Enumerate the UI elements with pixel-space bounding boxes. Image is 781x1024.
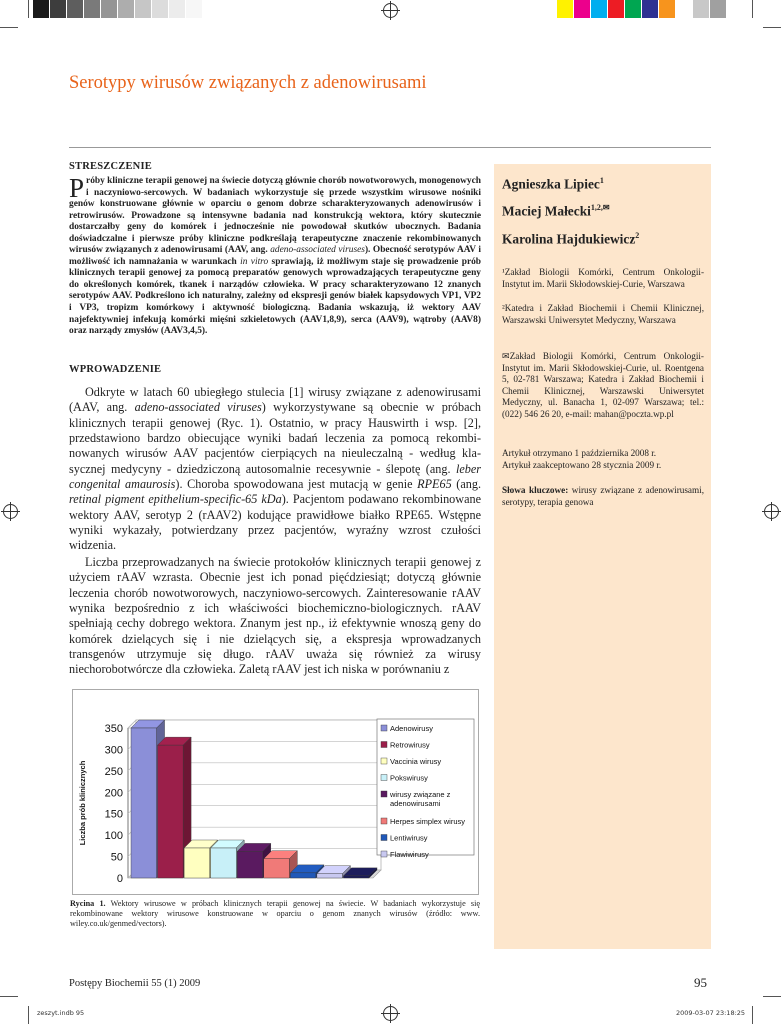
legend-swatch xyxy=(381,851,387,857)
affiliation-1: ¹Zakład Biologii Komórki, Centrum Onkologii-Instytut im. Marii Skłodowskiej-Curie, Warszawa xyxy=(502,267,704,289)
color-swatch xyxy=(693,0,709,18)
bar xyxy=(131,728,157,878)
abstract-italic: in vitro xyxy=(240,256,269,267)
legend-label: Lentiwirusy xyxy=(390,833,428,843)
y-axis-label: Liczba prób klinicznych xyxy=(78,760,87,846)
text-run: Odkryte w latach 60 ubiegłego stulecia [1] wirusy związane z adenowirusami (AAV, ang. xyxy=(69,385,481,415)
author-sup: 2 xyxy=(635,231,640,240)
legend-label: wirusy związane z xyxy=(390,790,451,799)
bar xyxy=(264,859,290,878)
figure-frame xyxy=(72,689,479,895)
intro-body-2 xyxy=(69,555,481,678)
color-swatch xyxy=(710,0,726,18)
color-swatch xyxy=(152,0,168,18)
author-sidebar xyxy=(494,164,711,949)
legend-label: Vaccinia wirusy xyxy=(390,757,442,766)
keywords-text: wirusy związane z adenowirusami, serotypy, terapia genowa xyxy=(502,485,705,507)
color-swatch xyxy=(67,0,83,18)
legend-label: Adenowirusy xyxy=(390,724,433,733)
author-2 xyxy=(502,203,610,219)
abstract-text xyxy=(69,173,482,338)
bar xyxy=(184,848,210,878)
author-name: Karolina Hajdukiewicz xyxy=(502,231,636,247)
legend-swatch xyxy=(381,775,387,781)
legend-swatch xyxy=(381,791,387,797)
y-tick-label: 250 xyxy=(104,765,123,778)
y-tick-label: 100 xyxy=(104,830,123,843)
abstract-part: ). Obecność serotypów AAV i możliwość ich namnażania w warunkach xyxy=(69,245,482,267)
text-run: ). Pacjentom podawano rekombinowane wektory AAV, serotyp 2 (rAAV2) kodujące prawidłowe białko RPE65. Wstępne wyniki wykazały, potwierdzany przez pacjentów, wyraźny wzrost czułości widzenia. xyxy=(69,492,481,553)
legend-swatch xyxy=(381,758,387,764)
crop-mark xyxy=(28,1006,29,1024)
keywords xyxy=(502,485,704,508)
color-swatch xyxy=(557,0,573,18)
color-swatch xyxy=(84,0,100,18)
y-tick-label: 50 xyxy=(110,851,123,864)
author-name: Agnieszka Lipiec xyxy=(502,176,600,192)
crop-mark xyxy=(763,996,781,997)
color-swatch xyxy=(169,0,185,18)
page-number: 95 xyxy=(694,975,707,990)
abstract-heading: STRESZCZENIE xyxy=(69,161,152,172)
legend-label: Pokswirusy xyxy=(390,773,428,783)
author-1 xyxy=(502,176,604,192)
color-swatch xyxy=(659,0,675,18)
crop-mark xyxy=(28,0,29,18)
drop-cap: P xyxy=(69,173,85,203)
legend-label: Retrowirusy xyxy=(390,740,430,750)
correspondence-address: ✉Zakład Biologii Komórki, Centrum Onkologii-Instytut im. Marii Skłodowskiej-Curie, ul. Roentgena 5, 02-781 Warszawa; Katedra i Zakład Biochemii i Chemii Klinicznej, Warszawski Uniwersytet Medyczny, ul. Banacha 1, 02-097 Warszawa; tel.: (022) 546 26 20, e-mail: mahan@poczta.wp.pl xyxy=(502,351,704,419)
author-sup: 1,2,✉ xyxy=(590,203,610,212)
caption-label: Rycina 1. xyxy=(70,899,106,908)
color-swatch xyxy=(101,0,117,18)
registration-mark-bottom xyxy=(383,1006,398,1021)
legend-swatch xyxy=(381,835,387,841)
italic-run: leber congenital amaurosis xyxy=(69,461,481,492)
received-date: Artykuł otrzymano 1 października 2008 r. xyxy=(502,448,657,458)
grayscale-calibration-bar xyxy=(33,0,220,18)
intro-body xyxy=(69,385,481,554)
italic-run: RPE65 xyxy=(417,477,452,492)
affiliation-2: ²Katedra i Zakład Biochemii i Chemii Klinicznej, Warszawski Uniwersytet Medyczny, Warszawa xyxy=(502,303,704,325)
article-title: Serotypy wirusów związanych z adenowirusami xyxy=(69,73,427,93)
legend-swatch xyxy=(381,725,387,731)
y-tick-label: 200 xyxy=(104,787,123,800)
keywords-label: Słowa kluczowe: xyxy=(502,485,569,495)
bar xyxy=(290,873,316,878)
bar xyxy=(343,876,369,878)
author-3 xyxy=(502,231,639,247)
bar-chart xyxy=(73,690,478,894)
title-divider xyxy=(69,147,711,148)
color-swatch xyxy=(676,0,692,18)
registration-mark-left xyxy=(3,504,18,519)
color-swatch xyxy=(203,0,219,18)
caption-text: Wektory wirusowe w próbach klinicznych terapii genowej na świecie. W badaniach wykorzystuje się rekombinowane wektory wirusowe konstruowane w oparciu o genom znanych wirusów (źródło: www. wiley.co.uk/genmed/vectors). xyxy=(70,899,480,929)
y-tick-label: 150 xyxy=(104,808,123,821)
crop-mark xyxy=(0,996,18,997)
journal-footer: Postępy Biochemii 55 (1) 2009 xyxy=(69,978,201,989)
legend-swatch xyxy=(381,742,387,748)
color-swatch xyxy=(50,0,66,18)
bar xyxy=(237,851,263,878)
bar xyxy=(317,874,343,878)
legend-label: Flawiwirusy xyxy=(390,850,429,859)
crop-mark xyxy=(763,27,781,28)
intro-heading: WPROWADZENIE xyxy=(69,364,162,375)
legend-label: adenowirusami xyxy=(390,799,441,808)
abstract-italic: adeno-associated viruses xyxy=(270,245,365,256)
y-tick-label: 350 xyxy=(104,723,123,735)
text-run: (ang. xyxy=(451,477,481,492)
bar xyxy=(211,848,237,878)
color-swatch xyxy=(118,0,134,18)
registration-mark-top xyxy=(383,3,398,18)
intro-paragraph-2: Liczba przeprowadzanych na świecie protokołów klinicznych terapii genowej z użyciem rAAV wzrasta. Obecnie jest ich ponad pięćdziesiąt; dotyczą głównie leczenia chorób nowotworowych, naczyniowo-sercowych. Zainteresowanie rAAV wynika bezpośrednio z ich właściwości biochemiczno-biologicznych. rAAV spełniają cechy dobrego wektora. Znanym jest np., iż efektywnie wnoszą geny do komórek dzielących się i nie dzielących się, a ekspresja wprowadzanych transgenów utrzymuje się długo. rAAV uważa się również za wirusy niechorobotwórcze dla człowieka. Zaletą rAAV jest ich niska w porównaniu z xyxy=(69,555,481,677)
italic-run: adeno-associated viruses xyxy=(134,400,262,415)
color-swatch xyxy=(642,0,658,18)
abstract-part: sprawiają, iż możliwym staje się prowadzenie prób klinicznych terapii genowej za pomocą preparatów genowych wprowadzających terapeutyczne geny do określonych komórek, tkanek i narządów człowieka. W pracy scharakteryzowano 12 znanych serotypów AAV. Podkreślono ich naturalny, zależny od ekspresji genów białek kapsydowych VP1, VP2 i VP3, tropizm komórkowy i aktywność biologiczną. Badania wskazują, iż wektory AAV najefektywniej infekują komórki mięśni szkieletowych (AAV1,8,9), serca (AAV9), wątroby (AAV8) oraz narządy zmysłów (AAV3,4,5). xyxy=(69,256,482,337)
bar xyxy=(158,745,184,878)
registration-mark-right xyxy=(764,504,779,519)
text-run: ). Choroba spowodowana jest mutacją w genie xyxy=(175,477,418,492)
color-swatch xyxy=(33,0,49,18)
crop-mark xyxy=(0,27,18,28)
color-swatch xyxy=(608,0,624,18)
color-calibration-bar xyxy=(557,0,727,18)
color-swatch xyxy=(135,0,151,18)
color-swatch xyxy=(591,0,607,18)
legend-label: Herpes simplex wirusy xyxy=(390,817,466,826)
y-tick-label: 0 xyxy=(116,873,123,885)
author-name: Maciej Małecki xyxy=(502,203,591,219)
color-swatch xyxy=(574,0,590,18)
text-run: ) wykorzystywane są obecnie w próbach klinicznych terapii genowej (Ryc. 1). Ostatnio, w pracy Hauswirth i wsp. [2], przedstawiono bardzo obiecujące wyniki badań leczenia za pomocą rekombinowanych wirusów AAV pacjentów cierpiących na nieuleczalną - według klasycznej medycyny - dziedziczoną autosomalnie recesywnie - ślepotę (ang. xyxy=(69,400,481,476)
author-sup: 1 xyxy=(599,176,604,185)
color-swatch xyxy=(186,0,202,18)
abstract-part: róby kliniczne terapii genowej na świecie dotyczą głównie chorób nowotworowych, monogenowych i naczyniowo-sercowych. W badaniach wykorzystuje się przede wszystkim wirusowe nośniki genów konstruowane głównie w oparciu o genom dobrze scharakteryzowanych adenowirusów i retrowirusów. Prowadzone są intensywne badania nad konstrukcją wektora, który skutecznie dostarczałby geny do komórek i jednocześnie nie powodował skutków ubocznych. Badania doświadczalne i pierwsze próby kliniczne podkreślają terapeutyczne znaczenie rekombinowanych wirusów związanych z adenowirusami (AAV, ang. xyxy=(69,176,481,256)
accepted-date: Artykuł zaakceptowano 28 stycznia 2009 r. xyxy=(502,460,662,470)
crop-mark xyxy=(752,1006,753,1024)
italic-run: retinal pigment epithelium-specific-65 kDa xyxy=(69,492,282,507)
slug-right: 2009-03-07 23:18:25 xyxy=(676,1009,746,1017)
intro-paragraph-1 xyxy=(69,385,481,554)
crop-mark xyxy=(752,0,753,18)
y-tick-label: 300 xyxy=(104,744,123,757)
slug-left: zeszyt.indb 95 xyxy=(37,1009,85,1017)
legend-swatch xyxy=(381,818,387,824)
figure-caption xyxy=(70,899,480,930)
color-swatch xyxy=(625,0,641,18)
